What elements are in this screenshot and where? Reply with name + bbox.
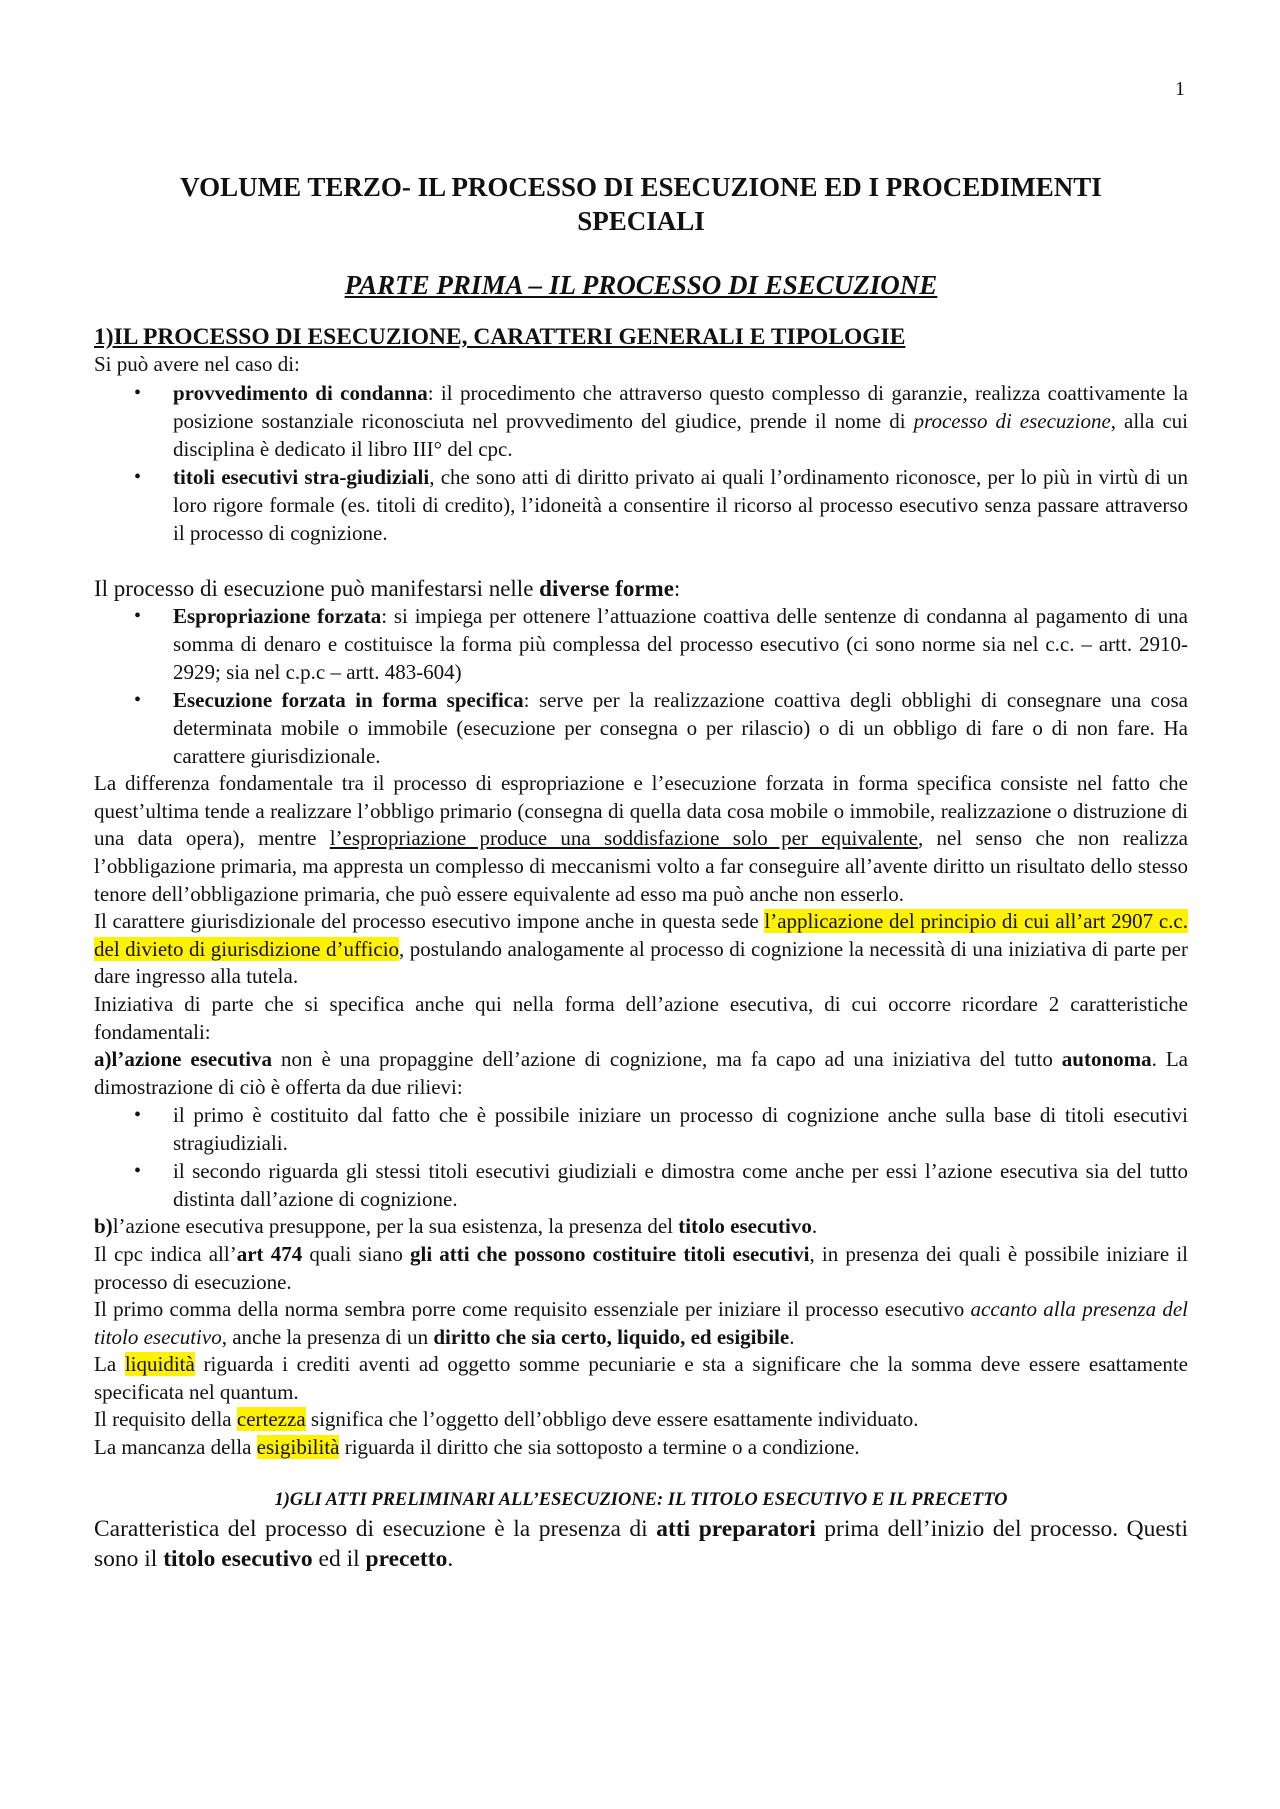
volume-title-line1: VOLUME TERZO- IL PROCESSO DI ESECUZIONE ED I PROCEDIMENTI bbox=[180, 172, 1102, 202]
text: . La dimostrazione di ciò è offerta da due rilievi: bbox=[94, 1047, 1188, 1099]
text: Il requisito della bbox=[94, 1407, 237, 1432]
term: provvedimento di condanna bbox=[173, 380, 428, 405]
text: non è una propaggine dell’azione di cognizione, ma fa capo ad una iniziativa del tutto bbox=[272, 1047, 1062, 1072]
term: titolo esecutivo bbox=[163, 1545, 313, 1572]
term: gli atti che possono costituire titoli esecutivi bbox=[409, 1241, 810, 1266]
point-b bbox=[94, 1213, 1188, 1241]
text: La differenza fondamentale tra il processo di espropriazione e l’esecuzione forzata in forma specifica consiste nel fatto che quest’ultima tende a realizzare l’obbligo primario (consegna di quella data cosa mobile o immobile, realizzazione o distruzione di una data opera), mentre bbox=[94, 771, 1188, 851]
text: . bbox=[447, 1545, 454, 1572]
liquidity-paragraph bbox=[94, 1351, 1188, 1406]
text: . bbox=[811, 1214, 818, 1239]
jurisdiction-paragraph bbox=[94, 908, 1188, 991]
text: : bbox=[673, 575, 681, 601]
forms-intro bbox=[94, 575, 1188, 603]
list-item: • il secondo riguarda gli stessi titoli esecutivi giudiziali e dimostra come anche per essi l’azione esecutiva sia del tutto distinta dall’azione di cognizione. bbox=[173, 1157, 1188, 1213]
term: b) bbox=[94, 1214, 113, 1239]
section-title: 1)IL PROCESSO DI ESECUZIONE, CARATTERI GENERALI E TIPOLOGIE bbox=[94, 324, 906, 350]
highlighted-text: certezza bbox=[236, 1407, 306, 1432]
subsection-title: 1)GLI ATTI PRELIMINARI ALL’ESECUZIONE: IL TITOLO ESECUTIVO E IL PRECETTO bbox=[274, 1489, 1008, 1510]
text: Il cpc indica all’ bbox=[94, 1241, 237, 1266]
term: titoli esecutivi stra-giudiziali bbox=[173, 464, 430, 489]
volume-title-line2: SPECIALI bbox=[577, 206, 705, 236]
final-paragraph bbox=[94, 1514, 1188, 1574]
list-item bbox=[173, 463, 1188, 547]
text: Caratteristica del processo di esecuzione è la presenza di bbox=[94, 1515, 657, 1542]
term: Esecuzione forzata in forma specifica bbox=[173, 688, 524, 713]
part-title: PARTE PRIMA – IL PROCESSO DI ESECUZIONE bbox=[344, 270, 938, 300]
highlighted-text: esigibilità bbox=[256, 1435, 340, 1460]
text: quali siano bbox=[302, 1241, 410, 1266]
term: Espropriazione forzata bbox=[173, 604, 382, 629]
text: riguarda i crediti aventi ad oggetto somme pecuniarie e sta a significare che la somma deve essere esattamente specificata nel quantum. bbox=[94, 1352, 1188, 1404]
list-item: • il primo è costituito dal fatto che è possibile iniziare un processo di cognizione anche sulla base di titoli esecutivi stragiudiziali. bbox=[173, 1101, 1188, 1157]
term: a)l’azione esecutiva bbox=[94, 1047, 273, 1072]
enforceability-paragraph bbox=[94, 1434, 1188, 1462]
term: autonoma bbox=[1061, 1047, 1152, 1072]
cases-list bbox=[94, 379, 1188, 547]
page-number: 1 bbox=[1175, 78, 1185, 100]
certainty-paragraph bbox=[94, 1406, 1188, 1434]
term: diverse forme bbox=[539, 575, 674, 601]
text: Il carattere giurisdizionale del processo esecutivo impone anche in questa sede bbox=[94, 909, 765, 934]
text: , postulando analogamente al processo di cognizione la necessità di una iniziativa di parte per dare ingresso alla tutela. bbox=[94, 936, 1188, 989]
text: , in presenza dei quali è possibile iniziare il processo di esecuzione. bbox=[94, 1241, 1189, 1294]
underlined-text: l’espropriazione produce una soddisfazione solo per equivalente bbox=[329, 826, 918, 851]
text: Il primo comma della norma sembra porre come requisito essenziale per iniziare il processo esecutivo bbox=[94, 1297, 971, 1322]
italic-text: accanto alla presenza del titolo esecutivo bbox=[94, 1297, 1188, 1349]
text: , che sono atti di diritto privato ai quali l’ordinamento riconosce, per lo più in virtù di un loro rigore formale (es. titoli di credito), l’idoneità a consentire il ricorso al processo esecutivo senza passare attraverso il processo di cognizione. bbox=[173, 464, 1189, 545]
text: La bbox=[94, 1352, 125, 1377]
text: ed il bbox=[312, 1545, 366, 1572]
term: diritto che sia certo, liquido, ed esigibile bbox=[433, 1324, 790, 1349]
difference-paragraph bbox=[94, 770, 1188, 908]
text: : si impiega per ottenere l’attuazione coattiva delle sentenze di condanna al pagamento di una somma di denaro e costituisce la forma più complessa del processo esecutivo (ci sono norme sia nel c.c. – artt. 2910-2929; sia nel c.p.c – artt. 483-604) bbox=[173, 604, 1188, 685]
term: atti preparatori bbox=[656, 1515, 816, 1542]
term: titolo esecutivo bbox=[678, 1214, 812, 1239]
highlighted-text: liquidità bbox=[124, 1352, 195, 1377]
text: , nel senso che non realizza l’obbligazione primaria, ma appresta un complesso di meccanismi volto a far conseguire all’avente diritto un risultato dello stesso tenore dell’obbligazione primaria, che può essere equivalente ad esso ma può anche non esserlo. bbox=[94, 826, 1188, 906]
text: , anche la presenza di un bbox=[221, 1324, 434, 1349]
term-italic: processo di esecuzione bbox=[913, 408, 1111, 433]
text: La mancanza della bbox=[94, 1435, 257, 1460]
text: : serve per la realizzazione coattiva degli obblighi di consegnare una cosa determinata mobile o immobile (esecuzione per consegna o per rilascio) o di un obbligo di fare o di non fare. Ha carattere giurisdizionale. bbox=[173, 688, 1188, 769]
text: . bbox=[789, 1324, 795, 1349]
initiative-paragraph: Iniziativa di parte che si specifica anche qui nella forma dell’azione esecutiva, di cui occorre ricordare 2 caratteristiche fondamentali: bbox=[94, 991, 1188, 1044]
forms-list bbox=[94, 602, 1188, 770]
intro-text: Si può avere nel caso di: bbox=[94, 352, 300, 376]
volume-title bbox=[94, 170, 1188, 238]
term: precetto bbox=[365, 1545, 448, 1572]
term: art 474 bbox=[236, 1241, 303, 1266]
text: significa che l’oggetto dell’obbligo deve essere esattamente individuato. bbox=[305, 1407, 919, 1432]
text: : il procedimento che attraverso questo complesso di garanzie, realizza coattivamente la posizione sostanziale riconosciuta nel provvedimento del giudice, prende il nome di bbox=[173, 380, 1188, 433]
text: l’azione esecutiva presuppone, per la sua esistenza, la presenza del bbox=[112, 1214, 679, 1239]
list-item bbox=[173, 686, 1188, 770]
list-item bbox=[173, 602, 1188, 686]
cpc-paragraph bbox=[94, 1241, 1188, 1296]
point-a bbox=[94, 1046, 1188, 1101]
highlighted-text: l’applicazione del principio di cui all’art 2907 c.c. del divieto di giurisdizione d’ufficio bbox=[94, 909, 1189, 961]
text: riguarda il diritto che sia sottoposto a termine o a condizione. bbox=[339, 1435, 860, 1460]
text: prima dell’inizio del processo. Questi sono il bbox=[94, 1515, 1189, 1572]
rilievi-list bbox=[94, 1101, 1188, 1213]
list-item bbox=[173, 379, 1188, 463]
text: , alla cui disciplina è dedicato il libro III° del cpc. bbox=[173, 408, 1188, 461]
text: Il processo di esecuzione può manifestarsi nelle bbox=[94, 575, 540, 601]
comma-paragraph bbox=[94, 1296, 1188, 1351]
document-body bbox=[94, 170, 1188, 1574]
